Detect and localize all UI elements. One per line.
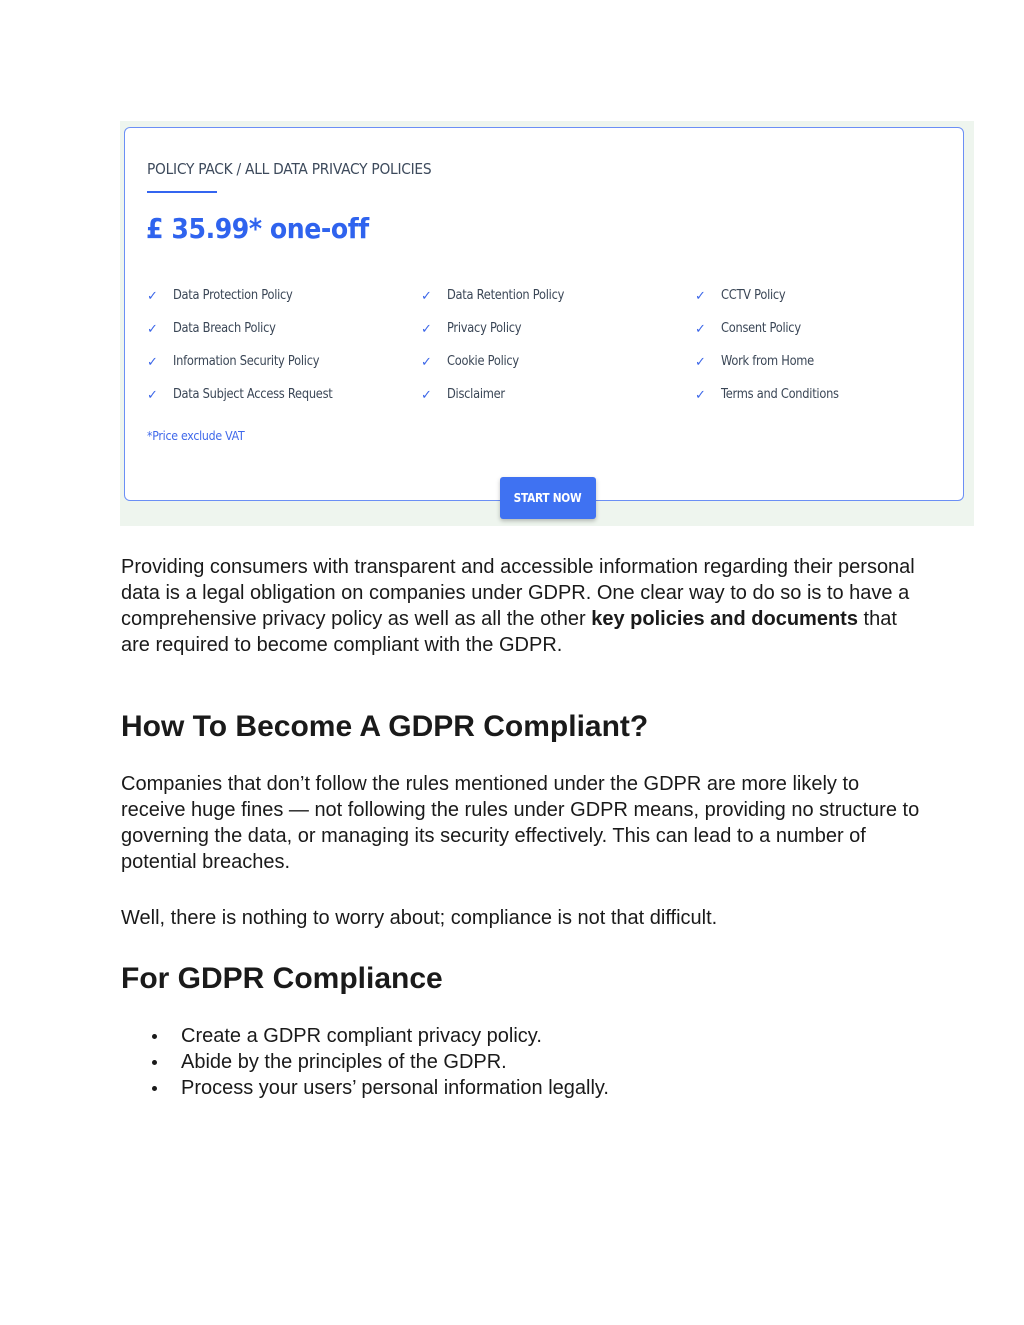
policy-label: Consent Policy: [721, 321, 801, 336]
policy-list-column-1: [147, 287, 354, 419]
check-icon: ✓: [695, 354, 706, 369]
check-icon: ✓: [695, 321, 706, 336]
key-policies-emphasis: key policies and documents: [591, 608, 858, 630]
check-icon: ✓: [147, 387, 158, 402]
policy-item: [147, 320, 354, 353]
policy-item: [695, 353, 855, 386]
policy-label: Terms and Conditions: [721, 387, 839, 402]
price-label: £ 35.99* one-off: [146, 212, 369, 245]
check-icon: ✓: [421, 387, 432, 402]
fines-paragraph: Companies that don’t follow the rules mentioned under the GDPR are more likely to receive huge fines — not following the rules under GDPR means, providing no structure to governing the data, or managing its security effectively. This can lead to a number of potential breaches.: [121, 773, 920, 873]
policy-list-column-2: [421, 287, 580, 419]
policy-label: Data Breach Policy: [173, 321, 276, 336]
policy-label: Information Security Policy: [173, 354, 320, 369]
start-now-label: START NOW: [514, 491, 582, 505]
list-item: [121, 1075, 609, 1101]
policy-label: CCTV Policy: [721, 288, 786, 303]
list-item-text: Abide by the principles of the GDPR.: [181, 1051, 507, 1073]
policy-item: [147, 353, 354, 386]
policy-item: [695, 386, 855, 419]
policy-item: [695, 320, 855, 353]
check-icon: ✓: [421, 321, 432, 336]
policy-pack-card: [124, 127, 964, 501]
policy-item: [421, 353, 580, 386]
section-heading-compliance: For GDPR Compliance: [121, 962, 443, 995]
policy-label: Data Retention Policy: [447, 288, 565, 303]
policy-item: [421, 320, 580, 353]
list-item-text: Create a GDPR compliant privacy policy.: [181, 1025, 542, 1047]
check-icon: ✓: [147, 288, 158, 303]
intro-text-start: Providing consumers with transparent and accessible information regarding their personal data is a legal obligation on companies under GDPR. One clear way to do so is to have a comprehensive privacy policy as well as all the other: [121, 556, 915, 630]
policy-label: Privacy Policy: [447, 321, 522, 336]
section-heading-how-to: How To Become A GDPR Compliant?: [121, 710, 649, 743]
policy-item: [147, 287, 354, 320]
check-icon: ✓: [695, 387, 706, 402]
check-icon: ✓: [147, 354, 158, 369]
intro-paragraph: [121, 554, 921, 658]
policy-label: Data Subject Access Request: [173, 387, 333, 402]
check-icon: ✓: [421, 288, 432, 303]
policy-label: Disclaimer: [447, 387, 505, 402]
title-underline: [147, 191, 217, 193]
check-icon: ✓: [695, 288, 706, 303]
intro-text-end: that are required to become compliant with the GDPR.: [121, 608, 897, 656]
list-item: [121, 1049, 609, 1075]
policy-item: [695, 287, 855, 320]
reassurance-paragraph: Well, there is nothing to worry about; compliance is not that difficult.: [121, 907, 718, 929]
list-item: [121, 1023, 609, 1049]
policy-item: [421, 386, 580, 419]
policy-list-column-3: [695, 287, 855, 419]
check-icon: ✓: [421, 354, 432, 369]
bullet-icon: [152, 1086, 157, 1091]
policy-label: Cookie Policy: [447, 354, 519, 369]
policy-label: Work from Home: [721, 354, 814, 369]
policy-item: [147, 386, 354, 419]
vat-note: *Price exclude VAT: [147, 428, 245, 443]
compliance-bullet-list: [121, 1023, 609, 1101]
start-now-button[interactable]: [500, 477, 596, 519]
bullet-icon: [152, 1060, 157, 1065]
policy-item: [421, 287, 580, 320]
card-title: POLICY PACK / ALL DATA PRIVACY POLICIES: [147, 160, 432, 178]
check-icon: ✓: [147, 321, 158, 336]
bullet-icon: [152, 1034, 157, 1039]
list-item-text: Process your users’ personal information legally.: [181, 1077, 609, 1099]
policy-label: Data Protection Policy: [173, 288, 293, 303]
